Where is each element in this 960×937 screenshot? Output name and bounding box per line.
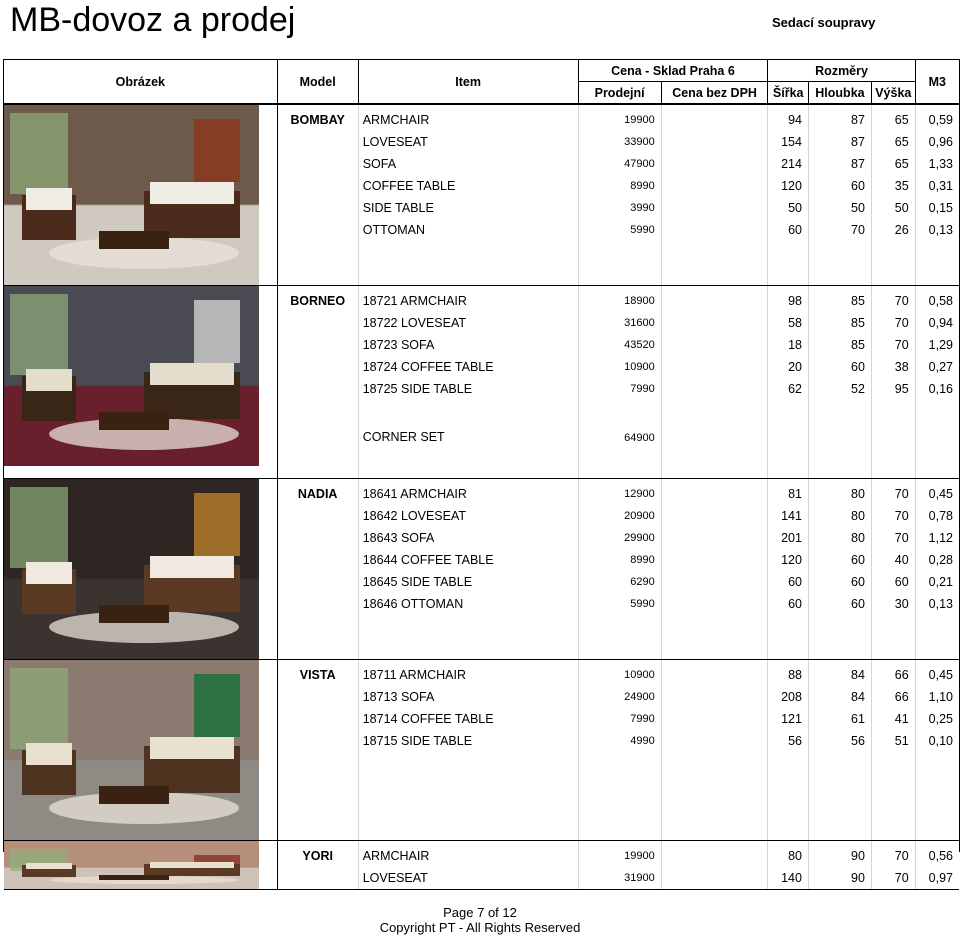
- height-value: 70: [871, 312, 915, 334]
- spacer-cell: [871, 241, 915, 286]
- height-value: 70: [871, 334, 915, 356]
- item-name: OTTOMAN: [358, 219, 578, 241]
- page-title: MB-dovoz a prodej: [10, 1, 296, 39]
- width-value: 98: [768, 286, 809, 313]
- model-name: [277, 153, 358, 175]
- width-value: 62: [768, 378, 809, 400]
- net-price: [661, 334, 768, 356]
- retail-price: 5990: [578, 219, 661, 241]
- model-name: [277, 686, 358, 708]
- retail-price: 31900: [578, 867, 661, 890]
- furniture-illustration: [4, 841, 259, 889]
- spacer-cell: [808, 456, 871, 479]
- price-table: [4, 60, 959, 890]
- depth-value: 80: [808, 527, 871, 549]
- net-price: [661, 867, 768, 890]
- width-value: 201: [768, 527, 809, 549]
- volume-value: 0,97: [915, 867, 959, 890]
- furniture-illustration: [4, 286, 259, 466]
- height-value: 26: [871, 219, 915, 241]
- spacer-cell: [768, 615, 809, 660]
- model-name: [277, 312, 358, 334]
- model-name: YORI: [277, 841, 358, 868]
- spacer-cell: [578, 752, 661, 841]
- model-name: [277, 708, 358, 730]
- retail-price: 33900: [578, 131, 661, 153]
- net-price: [661, 219, 768, 241]
- height-value: 51: [871, 730, 915, 752]
- model-name: [277, 175, 358, 197]
- width-value: 121: [768, 708, 809, 730]
- model-name: BORNEO: [277, 286, 358, 313]
- retail-price: 18900: [578, 286, 661, 313]
- furniture-illustration: [4, 479, 259, 659]
- model-name: [277, 219, 358, 241]
- retail-price: 31600: [578, 312, 661, 334]
- width-value: 154: [768, 131, 809, 153]
- depth-value: [808, 400, 871, 456]
- model-name: [277, 730, 358, 752]
- depth-value: 87: [808, 153, 871, 175]
- col-net-header: Cena bez DPH: [661, 82, 768, 105]
- item-name: 18711 ARMCHAIR: [358, 660, 578, 687]
- spacer-cell: [915, 456, 959, 479]
- depth-value: 84: [808, 686, 871, 708]
- width-value: 88: [768, 660, 809, 687]
- price-table-frame: [3, 59, 960, 885]
- width-value: 20: [768, 356, 809, 378]
- net-price: [661, 708, 768, 730]
- spacer-cell: [277, 456, 358, 479]
- item-name: SIDE TABLE: [358, 197, 578, 219]
- volume-value: [915, 400, 959, 456]
- net-price: [661, 175, 768, 197]
- item-name: CORNER SET: [358, 400, 578, 456]
- col-depth-header: Hloubka: [808, 82, 871, 105]
- depth-value: 70: [808, 219, 871, 241]
- item-name: 18721 ARMCHAIR: [358, 286, 578, 313]
- model-name: [277, 593, 358, 615]
- height-value: 95: [871, 378, 915, 400]
- depth-value: 60: [808, 593, 871, 615]
- volume-value: 0,58: [928, 294, 953, 308]
- item-name: 18725 SIDE TABLE: [358, 378, 578, 400]
- width-value: 120: [768, 175, 809, 197]
- width-value: 208: [768, 686, 809, 708]
- depth-value: 60: [808, 175, 871, 197]
- volume-value: 0,31: [928, 179, 953, 193]
- height-value: 38: [871, 356, 915, 378]
- retail-price: 29900: [578, 527, 661, 549]
- spacer-cell: [578, 456, 661, 479]
- spacer-cell: [358, 241, 578, 286]
- net-price: [661, 593, 768, 615]
- model-name: [277, 356, 358, 378]
- spacer-cell: [358, 752, 578, 841]
- depth-value: 90: [808, 841, 871, 868]
- retail-price: 10900: [578, 356, 661, 378]
- spacer-cell: [661, 615, 768, 660]
- volume-value: 1,29: [928, 338, 953, 352]
- furniture-illustration: [4, 660, 259, 840]
- width-value: 60: [768, 593, 809, 615]
- volume-value: 0,16: [928, 382, 953, 396]
- model-name: BOMBAY: [277, 104, 358, 131]
- model-name: VISTA: [277, 660, 358, 687]
- width-value: 50: [768, 197, 809, 219]
- model-name: [277, 378, 358, 400]
- depth-value: 61: [808, 708, 871, 730]
- depth-value: 90: [808, 867, 871, 890]
- height-value: 70: [871, 479, 915, 506]
- height-value: 41: [871, 708, 915, 730]
- model-name: [277, 334, 358, 356]
- height-value: 30: [871, 593, 915, 615]
- model-name: [277, 400, 358, 456]
- spacer-cell: [277, 241, 358, 286]
- retail-price: 5990: [578, 593, 661, 615]
- net-price: [661, 312, 768, 334]
- item-name: ARMCHAIR: [358, 104, 578, 131]
- height-value: 70: [871, 286, 915, 313]
- spacer-cell: [871, 752, 915, 841]
- spacer-cell: [808, 752, 871, 841]
- model-name: [277, 527, 358, 549]
- spacer-cell: [915, 241, 959, 286]
- col-height-header: Výška: [871, 82, 915, 105]
- volume-value: 1,12: [928, 531, 953, 545]
- retail-price: 7990: [578, 378, 661, 400]
- retail-price: 8990: [578, 175, 661, 197]
- model-name: [277, 571, 358, 593]
- retail-price: 19900: [578, 104, 661, 131]
- net-price: [661, 378, 768, 400]
- col-model-header: Model: [277, 60, 358, 104]
- height-value: 70: [871, 527, 915, 549]
- retail-price: 7990: [578, 708, 661, 730]
- col-image-header: Obrázek: [4, 60, 277, 104]
- net-price: [661, 686, 768, 708]
- spacer-cell: [808, 615, 871, 660]
- retail-price: 24900: [578, 686, 661, 708]
- net-price: [661, 527, 768, 549]
- retail-price: 6290: [578, 571, 661, 593]
- depth-value: 60: [808, 571, 871, 593]
- depth-value: 60: [808, 549, 871, 571]
- retail-price: 4990: [578, 730, 661, 752]
- height-value: 70: [871, 505, 915, 527]
- width-value: 18: [768, 334, 809, 356]
- room-photo: [4, 841, 277, 890]
- page-number: Page 7 of 12: [443, 905, 517, 920]
- category-label: Sedací soupravy: [772, 15, 876, 30]
- net-price: [661, 841, 768, 868]
- spacer-cell: [768, 752, 809, 841]
- depth-value: 50: [808, 197, 871, 219]
- item-name: ARMCHAIR: [358, 841, 578, 868]
- depth-value: 52: [808, 378, 871, 400]
- model-name: [277, 197, 358, 219]
- width-value: 81: [768, 479, 809, 506]
- depth-value: 56: [808, 730, 871, 752]
- net-price: [661, 153, 768, 175]
- volume-value: 0,28: [928, 553, 953, 567]
- height-value: 65: [871, 104, 915, 131]
- width-value: 141: [768, 505, 809, 527]
- height-value: 65: [871, 153, 915, 175]
- net-price: [661, 505, 768, 527]
- depth-value: 87: [808, 104, 871, 131]
- spacer-cell: [277, 615, 358, 660]
- depth-value: 80: [808, 505, 871, 527]
- table-row: [4, 479, 959, 506]
- width-value: 60: [768, 219, 809, 241]
- col-retail-header: Prodejní: [578, 82, 661, 105]
- spacer-cell: [277, 752, 358, 841]
- width-value: [768, 400, 809, 456]
- height-value: [871, 400, 915, 456]
- depth-value: 80: [808, 479, 871, 506]
- spacer-cell: [871, 456, 915, 479]
- col-width-header: Šířka: [768, 82, 809, 105]
- col-dims-group-header: Rozměry: [768, 60, 915, 82]
- item-name: 18715 SIDE TABLE: [358, 730, 578, 752]
- spacer-cell: [808, 241, 871, 286]
- net-price: [661, 549, 768, 571]
- spacer-cell: [661, 241, 768, 286]
- room-photo: [4, 660, 277, 841]
- width-value: 58: [768, 312, 809, 334]
- model-name: NADIA: [277, 479, 358, 506]
- volume-value: 0,56: [928, 849, 953, 863]
- volume-value: 0,13: [928, 597, 953, 611]
- depth-value: 85: [808, 334, 871, 356]
- height-value: 66: [871, 660, 915, 687]
- width-value: 140: [768, 867, 809, 890]
- furniture-illustration: [4, 105, 259, 285]
- volume-value: 0,96: [928, 135, 953, 149]
- volume-value: 0,25: [928, 712, 953, 726]
- depth-value: 85: [808, 286, 871, 313]
- height-value: 70: [871, 841, 915, 868]
- volume-value: 0,27: [928, 360, 953, 374]
- volume-value: 1,33: [928, 157, 953, 171]
- retail-price: 12900: [578, 479, 661, 506]
- net-price: [661, 131, 768, 153]
- item-name: 18646 OTTOMAN: [358, 593, 578, 615]
- item-name: 18724 COFFEE TABLE: [358, 356, 578, 378]
- width-value: 214: [768, 153, 809, 175]
- table-row: [4, 841, 959, 868]
- retail-price: 43520: [578, 334, 661, 356]
- volume-value: 0,45: [928, 487, 953, 501]
- volume-value: 0,78: [928, 509, 953, 523]
- net-price: [661, 400, 768, 456]
- net-price: [661, 356, 768, 378]
- height-value: 35: [871, 175, 915, 197]
- retail-price: 8990: [578, 549, 661, 571]
- retail-price: 10900: [578, 660, 661, 687]
- retail-price: 20900: [578, 505, 661, 527]
- model-name: [277, 131, 358, 153]
- spacer-cell: [768, 241, 809, 286]
- net-price: [661, 660, 768, 687]
- volume-value: 0,10: [928, 734, 953, 748]
- table-row: [4, 286, 959, 313]
- col-volume-header: M3: [915, 60, 959, 104]
- model-name: [277, 867, 358, 890]
- height-value: 70: [871, 867, 915, 890]
- spacer-cell: [578, 615, 661, 660]
- retail-price: 3990: [578, 197, 661, 219]
- volume-value: 0,21: [928, 575, 953, 589]
- col-price-group-header: Cena - Sklad Praha 6: [578, 60, 768, 82]
- room-photo: [4, 286, 277, 479]
- width-value: 94: [768, 104, 809, 131]
- net-price: [661, 104, 768, 131]
- spacer-cell: [915, 752, 959, 841]
- item-name: 18723 SOFA: [358, 334, 578, 356]
- item-name: SOFA: [358, 153, 578, 175]
- net-price: [661, 286, 768, 313]
- item-name: 18722 LOVESEAT: [358, 312, 578, 334]
- item-name: LOVESEAT: [358, 867, 578, 890]
- item-name: 18714 COFFEE TABLE: [358, 708, 578, 730]
- table-row: [4, 104, 959, 131]
- net-price: [661, 197, 768, 219]
- width-value: 80: [768, 841, 809, 868]
- depth-value: 84: [808, 660, 871, 687]
- depth-value: 60: [808, 356, 871, 378]
- item-name: 18642 LOVESEAT: [358, 505, 578, 527]
- net-price: [661, 571, 768, 593]
- depth-value: 87: [808, 131, 871, 153]
- width-value: 120: [768, 549, 809, 571]
- spacer-cell: [768, 456, 809, 479]
- volume-value: 0,13: [928, 223, 953, 237]
- model-name: [277, 505, 358, 527]
- spacer-cell: [661, 752, 768, 841]
- item-name: 18643 SOFA: [358, 527, 578, 549]
- depth-value: 85: [808, 312, 871, 334]
- item-name: COFFEE TABLE: [358, 175, 578, 197]
- height-value: 66: [871, 686, 915, 708]
- volume-value: 0,59: [928, 113, 953, 127]
- volume-value: 1,10: [928, 690, 953, 704]
- height-value: 40: [871, 549, 915, 571]
- volume-value: 0,45: [928, 668, 953, 682]
- spacer-cell: [358, 615, 578, 660]
- height-value: 65: [871, 131, 915, 153]
- retail-price: 19900: [578, 841, 661, 868]
- room-photo: [4, 104, 277, 286]
- volume-value: 0,94: [928, 316, 953, 330]
- copyright: Copyright PT - All Rights Reserved: [379, 920, 581, 935]
- net-price: [661, 730, 768, 752]
- retail-price: 47900: [578, 153, 661, 175]
- room-photo: [4, 479, 277, 660]
- spacer-cell: [871, 615, 915, 660]
- spacer-cell: [358, 456, 578, 479]
- item-name: 18645 SIDE TABLE: [358, 571, 578, 593]
- volume-value: 0,15: [928, 201, 953, 215]
- item-name: 18644 COFFEE TABLE: [358, 549, 578, 571]
- spacer-cell: [661, 456, 768, 479]
- item-name: LOVESEAT: [358, 131, 578, 153]
- spacer-cell: [915, 615, 959, 660]
- width-value: 56: [768, 730, 809, 752]
- col-item-header: Item: [358, 60, 578, 104]
- table-row: [4, 660, 959, 687]
- height-value: 60: [871, 571, 915, 593]
- net-price: [661, 479, 768, 506]
- retail-price: 64900: [578, 400, 661, 456]
- model-name: [277, 549, 358, 571]
- item-name: 18713 SOFA: [358, 686, 578, 708]
- width-value: 60: [768, 571, 809, 593]
- spacer-cell: [578, 241, 661, 286]
- item-name: 18641 ARMCHAIR: [358, 479, 578, 506]
- height-value: 50: [871, 197, 915, 219]
